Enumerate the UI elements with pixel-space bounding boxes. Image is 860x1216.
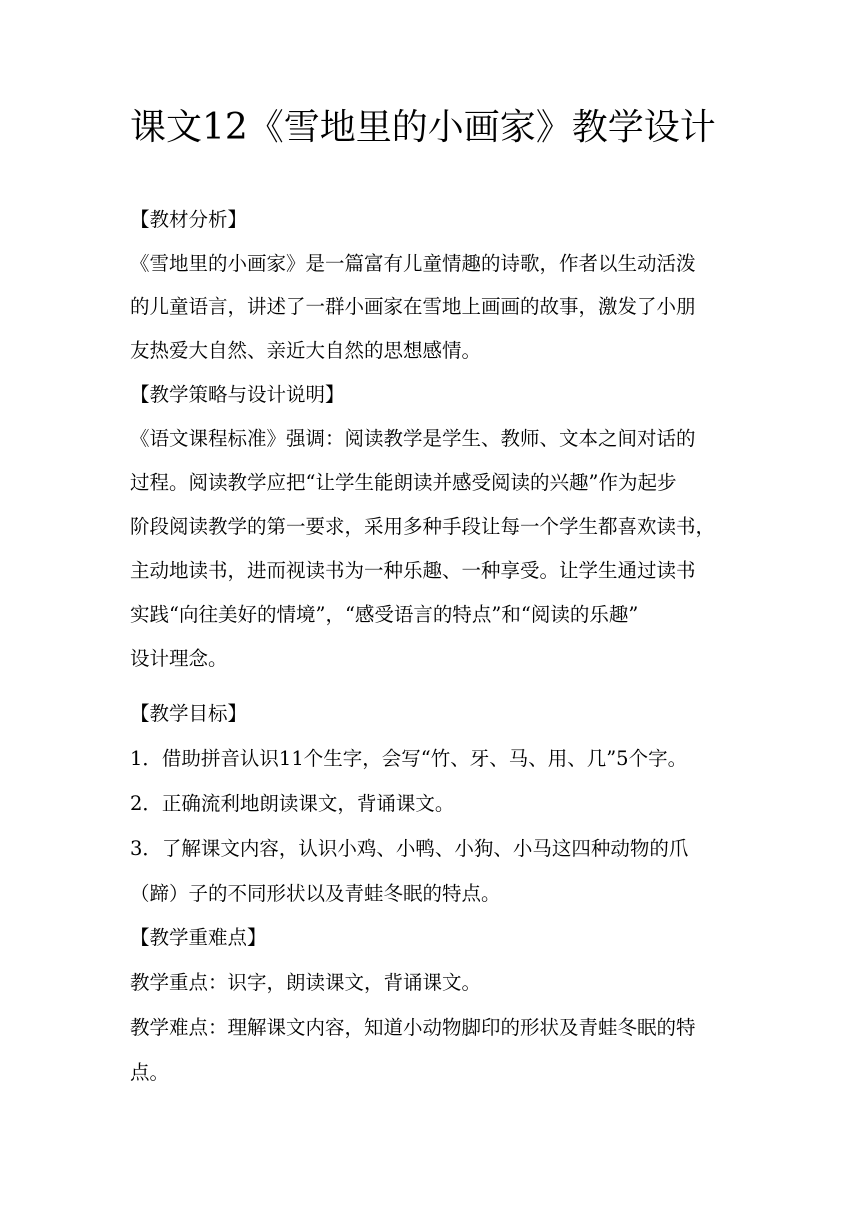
paragraph-line: 阶段阅读教学的第一要求，采用多种手段让每一个学生都喜欢读书， [130, 515, 716, 538]
paragraph-line: 主动地读书，进而视读书为一种乐趣、一种享受。让学生通过读书 [130, 559, 696, 582]
document-title: 课文12《雪地里的小画家》教学设计 [130, 107, 716, 148]
goal-item: 1．借助拼音认识11个生字，会写“竹、牙、马、用、几”5个字。 [130, 747, 688, 770]
paragraph-line: 点。 [130, 1061, 170, 1084]
paragraph-line: 《语文课程标准》强调：阅读教学是学生、教师、文本之间对话的 [130, 427, 696, 450]
paragraph-line: 过程。阅读教学应把“让学生能朗读并感受阅读的兴趣”作为起步 [130, 471, 677, 494]
paragraph-line: 《雪地里的小画家》是一篇富有儿童情趣的诗歌，作者以生动活泼 [130, 252, 696, 275]
paragraph-line: 的儿童语言，讲述了一群小画家在雪地上画画的故事，激发了小朋 [130, 295, 696, 318]
paragraph-line: 教学难点：理解课文内容，知道小动物脚印的形状及青蛙冬眠的特 [130, 1016, 696, 1039]
section-heading-analysis: 【教材分析】 [130, 208, 248, 231]
paragraph-line: 教学重点：识字，朗读课文，背诵课文。 [130, 971, 482, 994]
section-heading-goals: 【教学目标】 [130, 702, 248, 725]
paragraph-line: 实践“向往美好的情境”，“感受语言的特点”和“阅读的乐趣” [130, 603, 639, 626]
goal-item: 3．了解课文内容，认识小鸡、小鸭、小狗、小马这四种动物的爪 [130, 837, 689, 860]
section-heading-strategy: 【教学策略与设计说明】 [130, 383, 345, 406]
section-heading-keypoints: 【教学重难点】 [130, 926, 267, 949]
goal-item-continued: （蹄）子的不同形状以及青蛙冬眠的特点。 [130, 882, 501, 905]
paragraph-line: 友热爱大自然、亲近大自然的思想感情。 [130, 339, 482, 362]
goal-item: 2．正确流利地朗读课文，背诵课文。 [130, 792, 455, 815]
paragraph-line: 设计理念。 [130, 647, 228, 670]
